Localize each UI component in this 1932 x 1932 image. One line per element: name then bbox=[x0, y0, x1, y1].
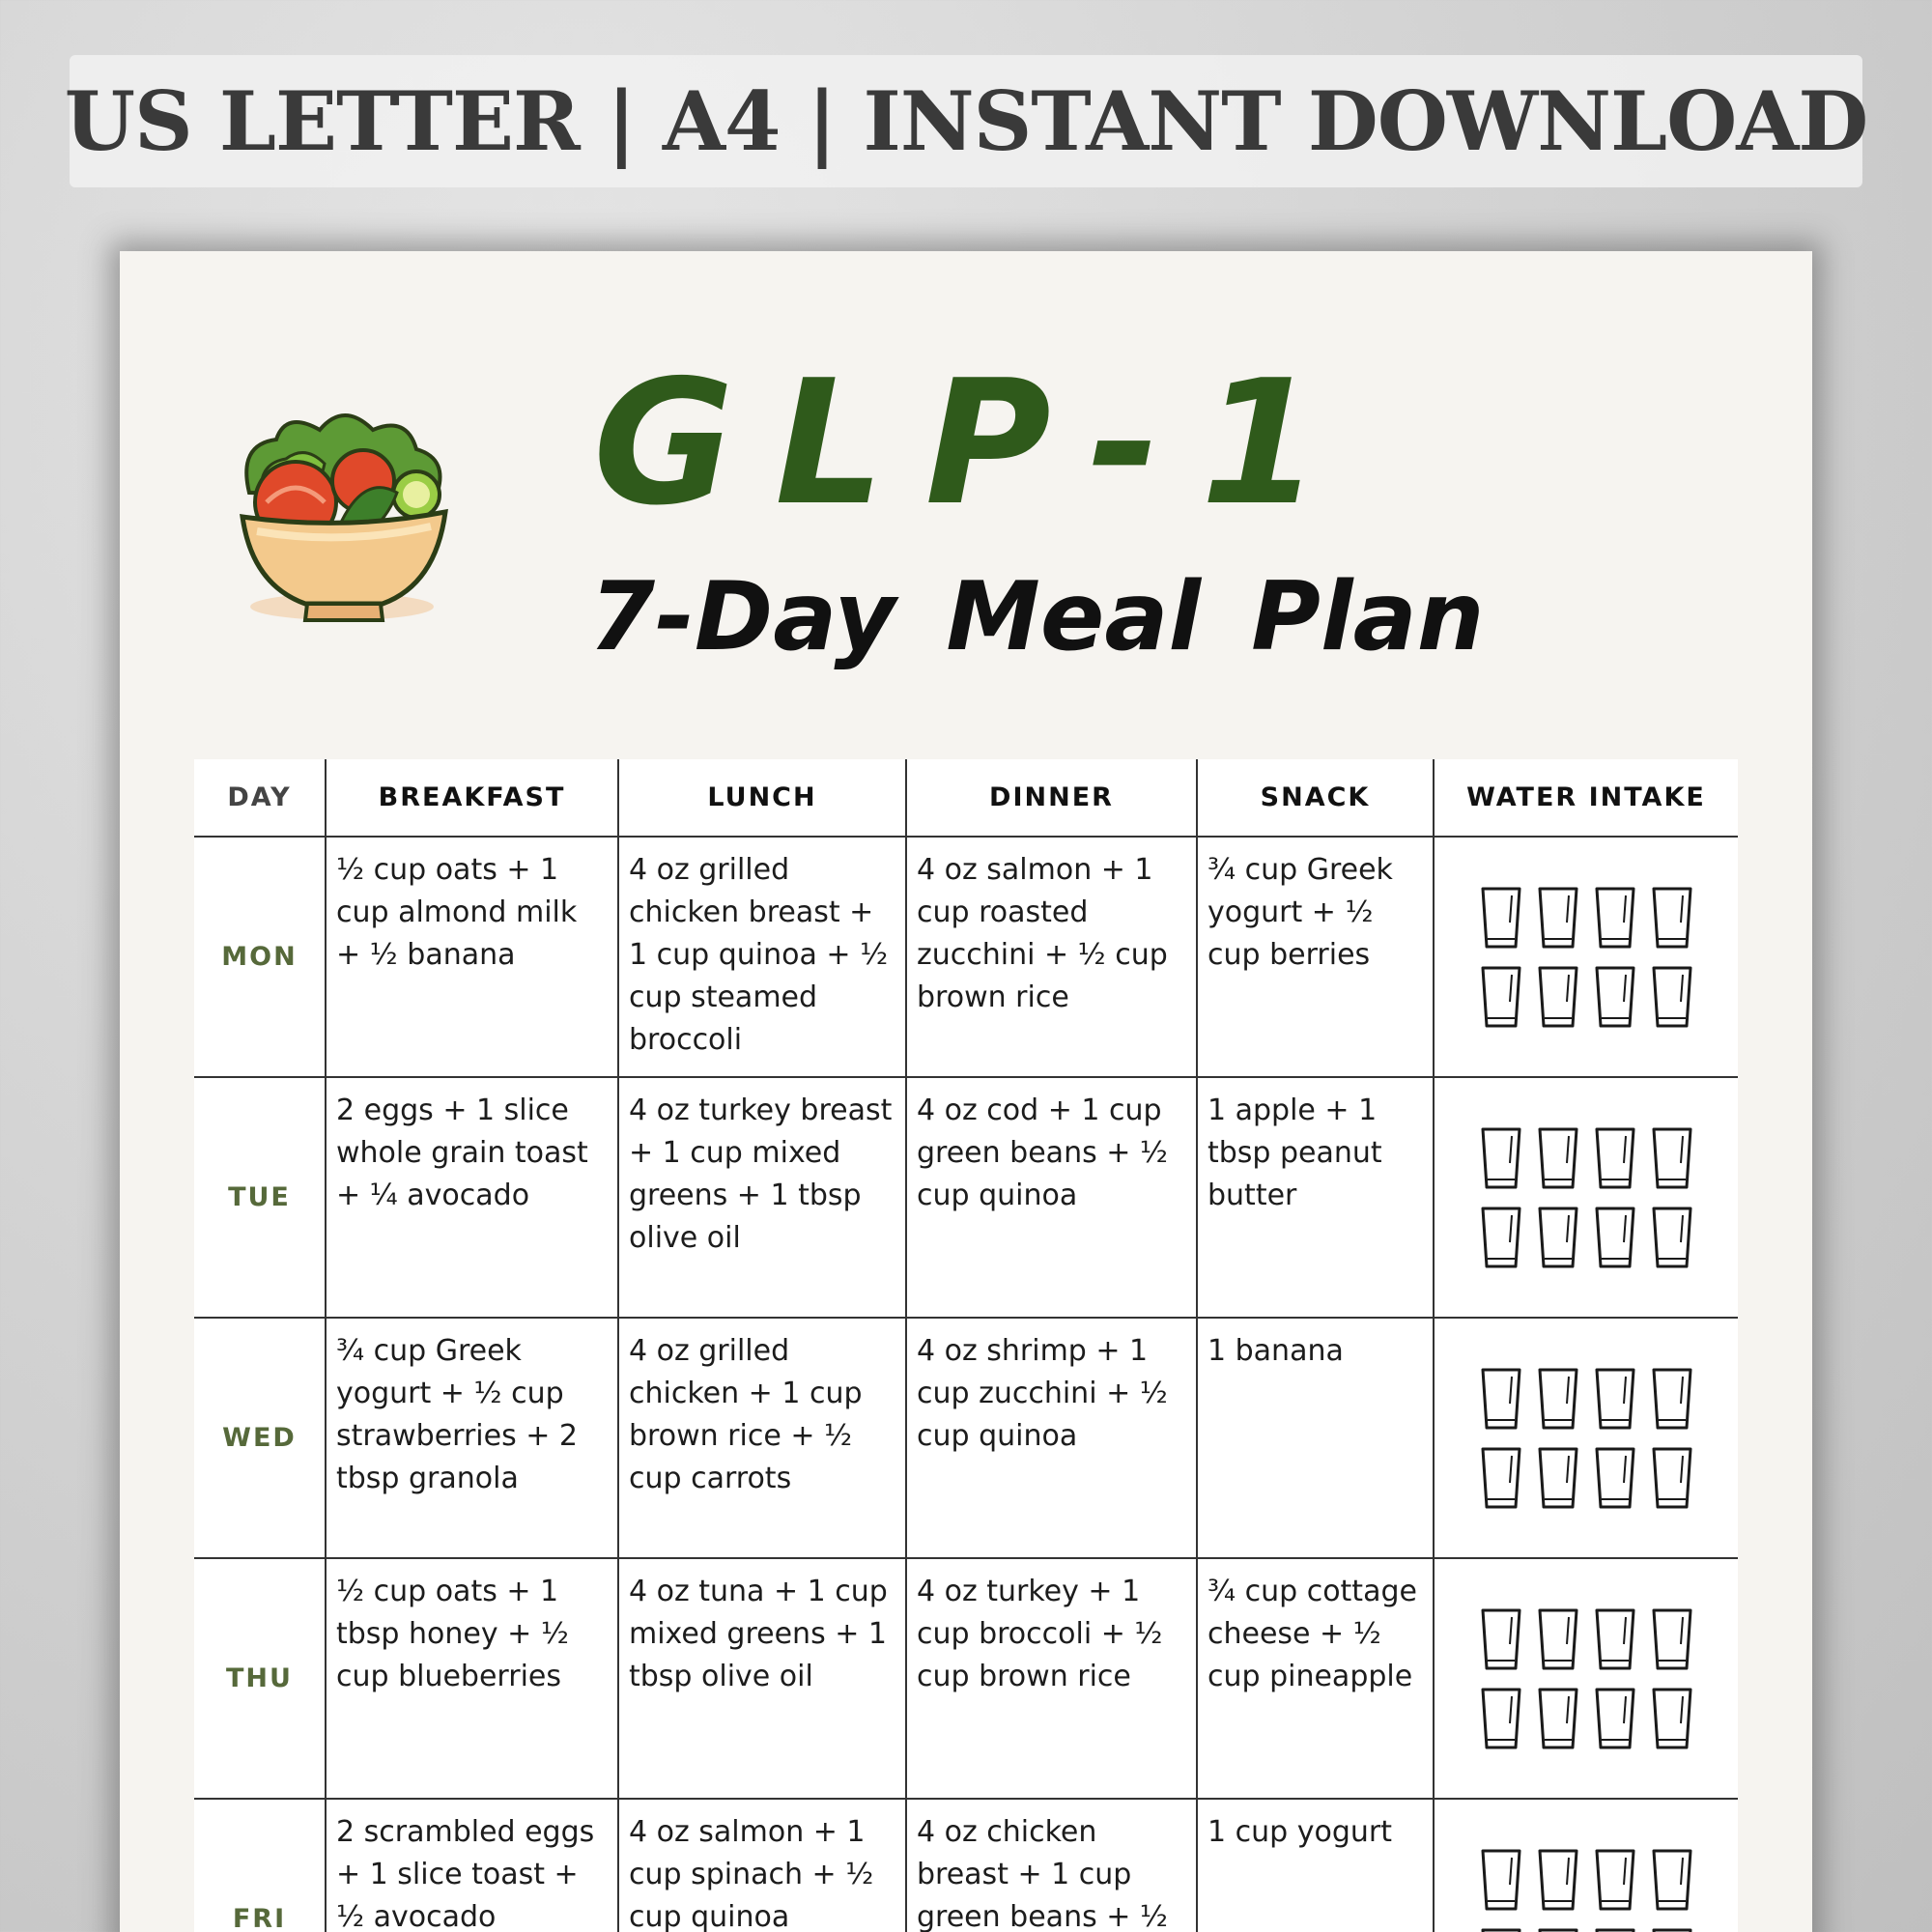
water-glass-icon[interactable] bbox=[1594, 1687, 1636, 1750]
lunch-cell: 4 oz grilled chicken breast + 1 cup quinoa + ½ cup steamed broccoli bbox=[618, 837, 906, 1077]
water-glass-icon[interactable] bbox=[1651, 1607, 1693, 1671]
day-label: TUE bbox=[194, 1077, 326, 1318]
water-glass-icon[interactable] bbox=[1651, 1206, 1693, 1269]
dinner-cell: 4 oz salmon + 1 cup roasted zucchini + ½ cup brown rice bbox=[906, 837, 1197, 1077]
plan-title: GLP-1 bbox=[593, 343, 1361, 543]
water-intake-cell bbox=[1434, 837, 1738, 1077]
water-glass-icon[interactable] bbox=[1594, 1126, 1636, 1190]
breakfast-cell: 2 eggs + 1 slice whole grain toast + ¼ avocado bbox=[326, 1077, 618, 1318]
table-row bbox=[194, 837, 1738, 1077]
snack-cell: 1 cup yogurt bbox=[1197, 1799, 1434, 1932]
water-glass-icon[interactable] bbox=[1594, 1927, 1636, 1932]
plan-subtitle: 7-Day Meal Plan bbox=[589, 562, 1485, 672]
format-banner bbox=[64, 55, 1868, 187]
water-glass-icon[interactable] bbox=[1537, 1848, 1579, 1912]
water-intake-cell bbox=[1434, 1799, 1738, 1932]
lunch-cell: 4 oz tuna + 1 cup mixed greens + 1 tbsp olive oil bbox=[618, 1558, 906, 1799]
header-day: DAY bbox=[194, 759, 326, 837]
water-glass-icon[interactable] bbox=[1537, 1687, 1579, 1750]
water-glass-icon[interactable] bbox=[1594, 1446, 1636, 1510]
header-lunch: LUNCH bbox=[618, 759, 906, 837]
water-glass-tracker bbox=[1435, 1848, 1738, 1932]
water-glass-icon[interactable] bbox=[1594, 1367, 1636, 1431]
water-glass-tracker bbox=[1435, 886, 1738, 1029]
dinner-cell: 4 oz shrimp + 1 cup zucchini + ½ cup quinoa bbox=[906, 1318, 1197, 1558]
table-row bbox=[194, 1077, 1738, 1318]
lunch-cell: 4 oz turkey breast + 1 cup mixed greens + 1 tbsp olive oil bbox=[618, 1077, 906, 1318]
water-glass-icon[interactable] bbox=[1537, 1607, 1579, 1671]
dinner-cell: 4 oz chicken breast + 1 cup green beans + ½ bbox=[906, 1799, 1197, 1932]
water-glass-icon[interactable] bbox=[1651, 965, 1693, 1029]
day-label: THU bbox=[194, 1558, 326, 1799]
dinner-cell: 4 oz turkey + 1 cup broccoli + ½ cup brown rice bbox=[906, 1558, 1197, 1799]
water-intake-cell bbox=[1434, 1318, 1738, 1558]
water-glass-icon[interactable] bbox=[1537, 1126, 1579, 1190]
banner-text: US LETTER | A4 | INSTANT DOWNLOAD bbox=[64, 73, 1868, 169]
day-label: MON bbox=[194, 837, 326, 1077]
water-glass-icon[interactable] bbox=[1594, 1607, 1636, 1671]
water-glass-icon[interactable] bbox=[1480, 1687, 1522, 1750]
water-glass-icon[interactable] bbox=[1480, 1367, 1522, 1431]
water-glass-icon[interactable] bbox=[1480, 1126, 1522, 1190]
water-glass-icon[interactable] bbox=[1480, 1607, 1522, 1671]
day-label: WED bbox=[194, 1318, 326, 1558]
table-row bbox=[194, 1318, 1738, 1558]
water-glass-icon[interactable] bbox=[1651, 1446, 1693, 1510]
water-glass-icon[interactable] bbox=[1480, 1206, 1522, 1269]
breakfast-cell: ½ cup oats + 1 tbsp honey + ½ cup blueberries bbox=[326, 1558, 618, 1799]
salad-bowl-icon bbox=[228, 406, 465, 638]
table-row bbox=[194, 1558, 1738, 1799]
water-glass-icon[interactable] bbox=[1651, 886, 1693, 950]
water-intake-cell bbox=[1434, 1077, 1738, 1318]
water-intake-cell bbox=[1434, 1558, 1738, 1799]
day-label: FRI bbox=[194, 1799, 326, 1932]
dinner-cell: 4 oz cod + 1 cup green beans + ½ cup quinoa bbox=[906, 1077, 1197, 1318]
water-glass-icon[interactable] bbox=[1537, 886, 1579, 950]
water-glass-icon[interactable] bbox=[1594, 1206, 1636, 1269]
water-glass-icon[interactable] bbox=[1537, 1446, 1579, 1510]
breakfast-cell: ¾ cup Greek yogurt + ½ cup strawberries + 2 tbsp granola bbox=[326, 1318, 618, 1558]
water-glass-tracker bbox=[1435, 1607, 1738, 1750]
snack-cell: 1 banana bbox=[1197, 1318, 1434, 1558]
water-glass-icon[interactable] bbox=[1537, 965, 1579, 1029]
water-glass-icon[interactable] bbox=[1594, 965, 1636, 1029]
snack-cell: 1 apple + 1 tbsp peanut butter bbox=[1197, 1077, 1434, 1318]
water-glass-icon[interactable] bbox=[1480, 886, 1522, 950]
header-breakfast: BREAKFAST bbox=[326, 759, 618, 837]
water-glass-icon[interactable] bbox=[1651, 1687, 1693, 1750]
water-glass-icon[interactable] bbox=[1480, 1446, 1522, 1510]
meal-plan-table bbox=[194, 759, 1738, 1932]
header-water-intake: WATER INTAKE bbox=[1434, 759, 1738, 837]
water-glass-icon[interactable] bbox=[1537, 1927, 1579, 1932]
lunch-cell: 4 oz grilled chicken + 1 cup brown rice + ½ cup carrots bbox=[618, 1318, 906, 1558]
water-glass-icon[interactable] bbox=[1480, 1848, 1522, 1912]
header-dinner: DINNER bbox=[906, 759, 1197, 837]
snack-cell: ¾ cup Greek yogurt + ½ cup berries bbox=[1197, 837, 1434, 1077]
water-glass-tracker bbox=[1435, 1126, 1738, 1269]
water-glass-icon[interactable] bbox=[1480, 965, 1522, 1029]
water-glass-icon[interactable] bbox=[1537, 1367, 1579, 1431]
water-glass-tracker bbox=[1435, 1367, 1738, 1510]
water-glass-icon[interactable] bbox=[1651, 1848, 1693, 1912]
table-header-row bbox=[194, 759, 1738, 837]
water-glass-icon[interactable] bbox=[1480, 1927, 1522, 1932]
water-glass-icon[interactable] bbox=[1651, 1126, 1693, 1190]
water-glass-icon[interactable] bbox=[1594, 1848, 1636, 1912]
water-glass-icon[interactable] bbox=[1537, 1206, 1579, 1269]
header-snack: SNACK bbox=[1197, 759, 1434, 837]
breakfast-cell: ½ cup oats + 1 cup almond milk + ½ banana bbox=[326, 837, 618, 1077]
breakfast-cell: 2 scrambled eggs + 1 slice toast + ½ avocado bbox=[326, 1799, 618, 1932]
water-glass-icon[interactable] bbox=[1594, 886, 1636, 950]
lunch-cell: 4 oz salmon + 1 cup spinach + ½ cup quinoa bbox=[618, 1799, 906, 1932]
meal-plan-page bbox=[120, 251, 1812, 1932]
table-row bbox=[194, 1799, 1738, 1932]
water-glass-icon[interactable] bbox=[1651, 1367, 1693, 1431]
snack-cell: ¾ cup cottage cheese + ½ cup pineapple bbox=[1197, 1558, 1434, 1799]
water-glass-icon[interactable] bbox=[1651, 1927, 1693, 1932]
